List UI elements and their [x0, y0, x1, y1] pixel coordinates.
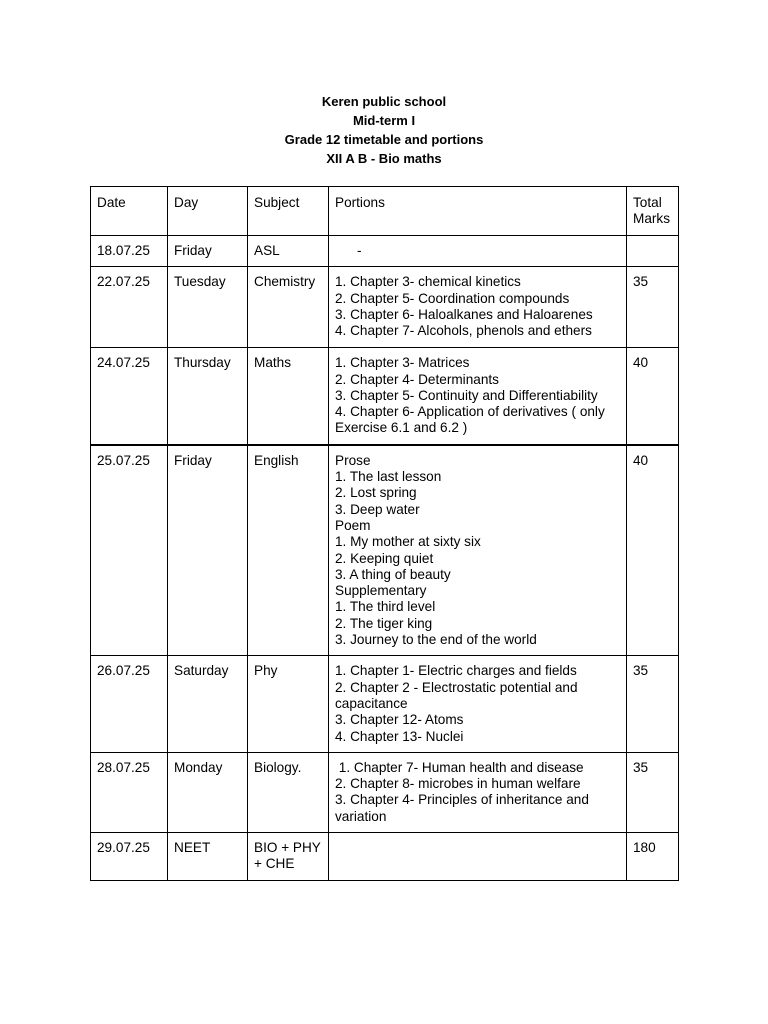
portion-line: 2. Chapter 8- microbes in human welfare — [335, 776, 581, 792]
table-row — [91, 833, 679, 881]
subject-cell: English — [248, 445, 329, 656]
portions-cell — [329, 656, 627, 752]
marks-cell: 35 — [627, 656, 679, 752]
portions-cell — [329, 236, 627, 267]
table-row — [91, 267, 679, 348]
date-cell: 22.07.25 — [91, 267, 168, 348]
column-header-day: Day — [168, 187, 248, 236]
portions-cell — [329, 267, 627, 348]
marks-cell: 40 — [627, 348, 679, 445]
portion-line: Poem — [335, 517, 371, 533]
portion-line: 1. Chapter 7- Human health and disease — [335, 759, 584, 775]
portion-line: Prose — [335, 452, 371, 468]
portion-line: 1. Chapter 3- Matrices — [335, 355, 470, 371]
day-cell: NEET — [168, 833, 248, 881]
date-cell: 28.07.25 — [91, 752, 168, 832]
portions-cell — [329, 752, 627, 832]
portion-line: Supplementary — [335, 583, 427, 599]
portions-cell — [329, 445, 627, 656]
day-cell: Thursday — [168, 348, 248, 445]
portions-cell — [329, 833, 627, 881]
subject-cell: Phy — [248, 656, 329, 752]
marks-cell: 35 — [627, 267, 679, 348]
day-cell: Tuesday — [168, 267, 248, 348]
day-cell: Monday — [168, 752, 248, 832]
subject-cell: Biology. — [248, 752, 329, 832]
date-cell: 24.07.25 — [91, 348, 168, 445]
table-row — [91, 445, 679, 656]
marks-cell: 35 — [627, 752, 679, 832]
portion-line: 4. Chapter 7- Alcohols, phenols and ethers — [335, 323, 592, 339]
timetable — [90, 186, 679, 881]
marks-cell: 40 — [627, 445, 679, 656]
subject-cell: BIO + PHY + CHE — [248, 833, 329, 881]
portion-line: 3. Chapter 5- Continuity and Differentiability — [335, 387, 598, 403]
school-name: Keren public school — [321, 94, 447, 109]
portion-line: 1. The last lesson — [335, 469, 442, 485]
portion-line: 1. Chapter 3- chemical kinetics — [335, 274, 521, 290]
portion-line: 3. A thing of beauty — [335, 566, 451, 582]
subject-cell: Maths — [248, 348, 329, 445]
section-title: XII A B - Bio maths — [326, 151, 442, 166]
portion-line: 2. Chapter 2 - Electrostatic potential and capacitance — [335, 679, 578, 711]
portion-line: 4. Chapter 6- Application of derivatives ( only Exercise 6.1 and 6.2 ) — [335, 404, 605, 436]
subject-cell: Chemistry — [248, 267, 329, 348]
portion-line: 3. Deep water — [335, 501, 420, 517]
portion-line: - — [357, 243, 362, 258]
column-header-subject: Subject — [248, 187, 329, 236]
portion-line: 3. Chapter 12- Atoms — [335, 712, 464, 728]
portion-line: 3. Journey to the end of the world — [335, 632, 537, 648]
day-cell: Friday — [168, 236, 248, 267]
date-cell: 18.07.25 — [91, 236, 168, 267]
portion-line: 1. My mother at sixty six — [335, 534, 481, 550]
column-header-date: Date — [91, 187, 168, 236]
portions-cell — [329, 348, 627, 445]
date-cell: 26.07.25 — [91, 656, 168, 752]
portion-line: 1. Chapter 1- Electric charges and fields — [335, 663, 577, 679]
table-row — [91, 348, 679, 445]
portion-line: 2. Keeping quiet — [335, 550, 434, 566]
column-header-total-marks: Total Marks — [627, 187, 679, 236]
day-cell: Friday — [168, 445, 248, 656]
table-header-row — [91, 187, 679, 236]
exam-name: Mid-term I — [352, 113, 416, 128]
table-row — [91, 656, 679, 752]
column-header-portions: Portions — [329, 187, 627, 236]
table-row — [91, 236, 679, 267]
grade-title: Grade 12 timetable and portions — [284, 132, 484, 147]
marks-cell: 180 — [627, 833, 679, 881]
subject-cell: ASL — [248, 236, 329, 267]
portion-line: 2. Chapter 5- Coordination compounds — [335, 290, 570, 306]
date-cell: 25.07.25 — [91, 445, 168, 656]
portion-line: 2. The tiger king — [335, 615, 433, 631]
portion-line: 4. Chapter 13- Nuclei — [335, 728, 464, 744]
portion-line: 2. Lost spring — [335, 485, 417, 501]
portion-line: 3. Chapter 6- Haloalkanes and Haloarenes — [335, 306, 593, 322]
document-header — [0, 92, 768, 168]
marks-cell — [627, 236, 679, 267]
day-cell: Saturday — [168, 656, 248, 752]
portion-line: 2. Chapter 4- Determinants — [335, 371, 499, 387]
portion-line: 1. The third level — [335, 599, 436, 615]
portion-line: 3. Chapter 4- Principles of inheritance and variation — [335, 792, 589, 824]
date-cell: 29.07.25 — [91, 833, 168, 881]
table-row — [91, 752, 679, 832]
